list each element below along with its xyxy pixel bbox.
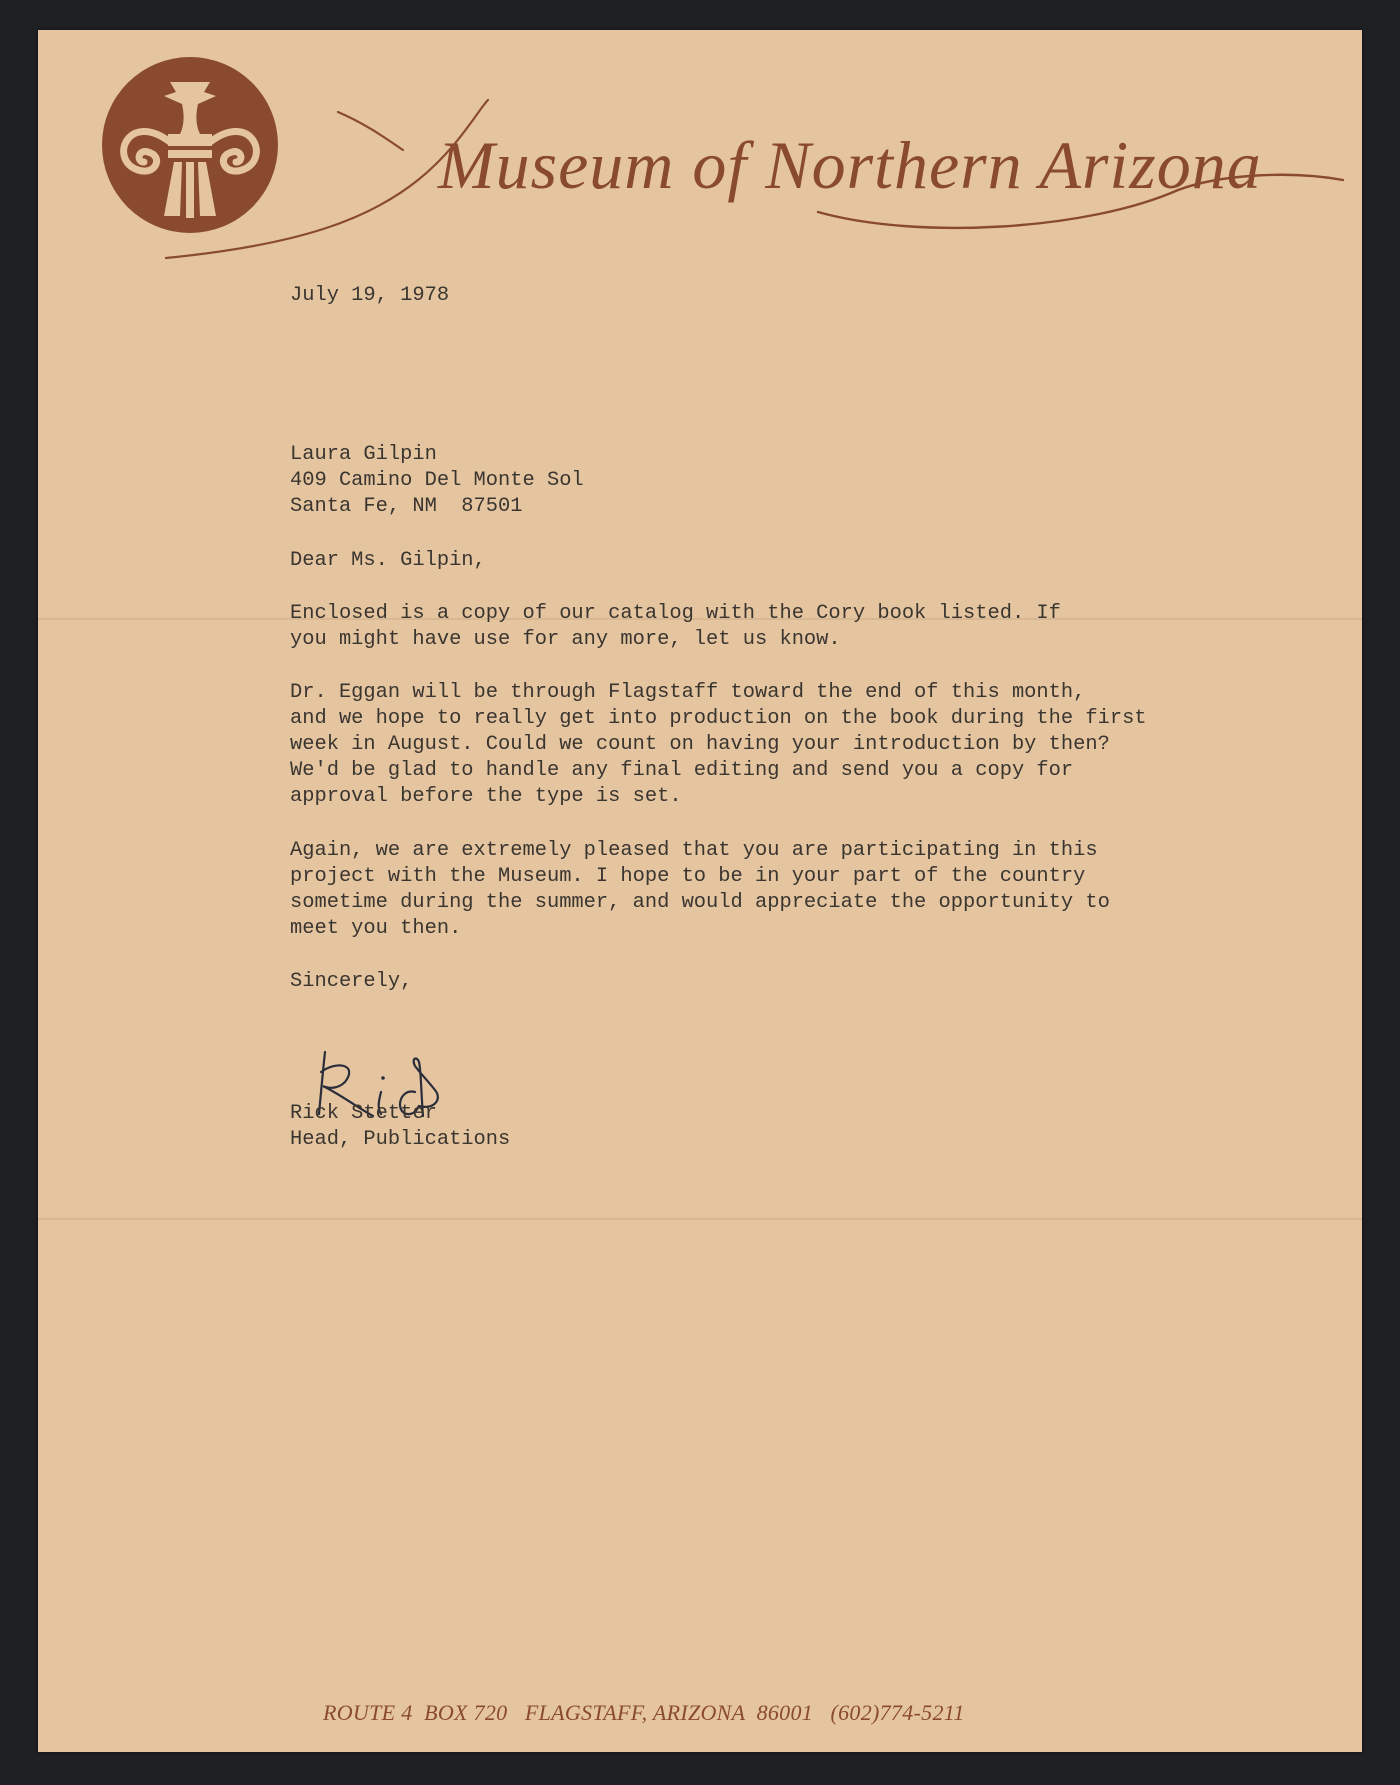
org-name: Museum of Northern Arizona [438,127,1262,203]
letter-page [38,30,1362,1752]
signer-title: Head, Publications [290,1128,511,1151]
recipient-street: 409 Camino Del Monte Sol [290,469,584,492]
recipient-city: Santa Fe, NM 87501 [290,495,523,518]
paragraph-line: you might have use for any more, let us know. [290,628,841,651]
letter-date: July 19, 1978 [290,284,450,307]
closing: Sincerely, [290,970,413,993]
signer-name: Rick Stetter [290,1102,437,1125]
pottery-seal-icon [102,57,278,233]
paragraph-line: meet you then. [290,917,462,940]
recipient-name: Laura Gilpin [290,443,437,466]
paragraph-line: and we hope to really get into production on the book during the first [290,707,1147,730]
salutation: Dear Ms. Gilpin, [290,549,486,572]
paragraph-line: week in August. Could we count on having your introduction by then? [290,733,1110,756]
paragraph-line: Dr. Eggan will be through Flagstaff toward the end of this month, [290,681,1086,704]
paragraph-line: project with the Museum. I hope to be in your part of the country [290,865,1086,888]
paragraph-line: Again, we are extremely pleased that you are participating in this [290,839,1098,862]
fold-line [38,1218,1362,1220]
paragraph-line: Enclosed is a copy of our catalog with the Cory book listed. If [290,602,1061,625]
paragraph-line: sometime during the summer, and would appreciate the opportunity to [290,891,1110,914]
footer-address: ROUTE 4 BOX 720 FLAGSTAFF, ARIZONA 86001 (602)774-5211 [323,1700,965,1725]
letterhead [38,30,1362,300]
paragraph-line: approval before the type is set. [290,785,682,808]
paragraph-line: We'd be glad to handle any final editing and send you a copy for [290,759,1074,782]
